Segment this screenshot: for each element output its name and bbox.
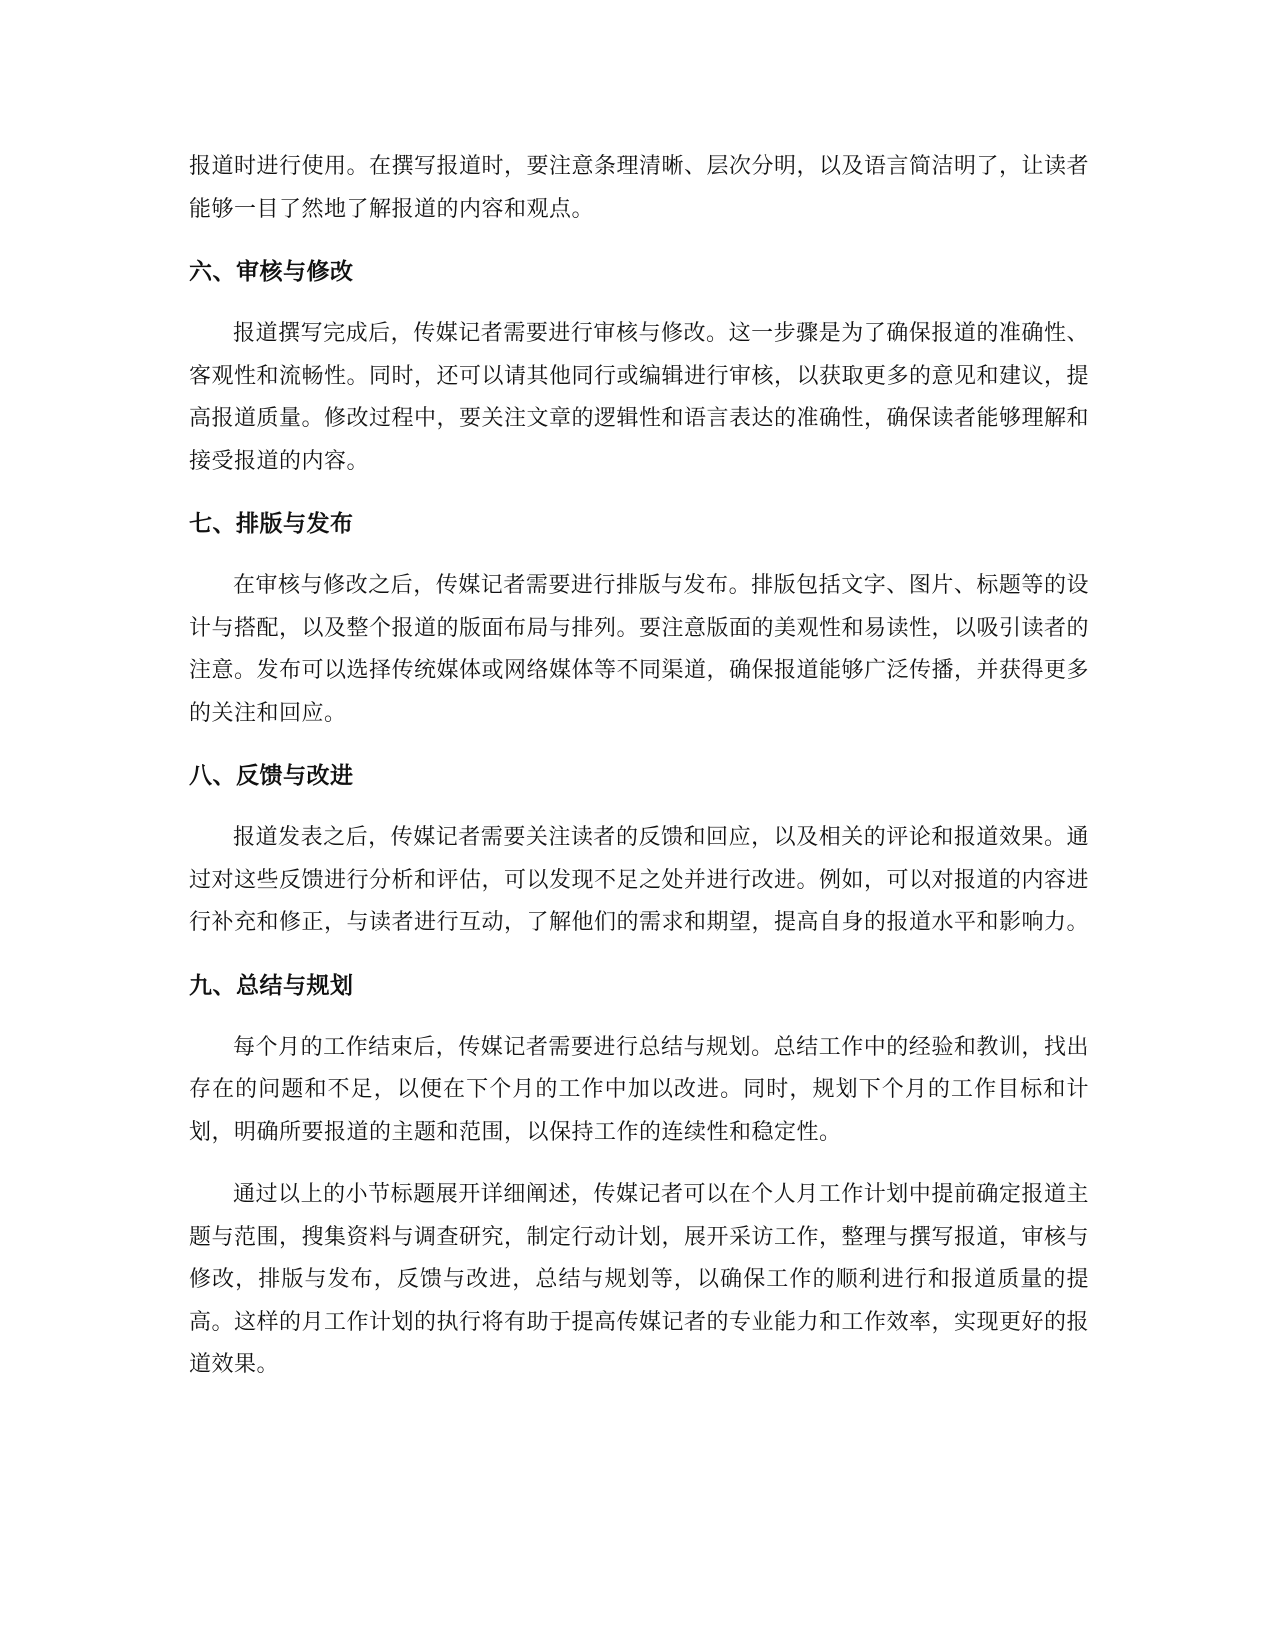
section-heading-review: 六、审核与修改: [189, 259, 354, 285]
section-body-feedback: 报道发表之后，传媒记者需要关注读者的反馈和回应，以及相关的评论和报道效果。通过对这些反馈进行分析和评估，可以发现不足之处并进行改进。例如，可以对报道的内容进行补充和修正，与读者进行互动，了解他们的需求和期望，提高自身的报道水平和影响力。: [189, 825, 1090, 935]
document-body: [189, 146, 1089, 1387]
section-body-summary-plan: 每个月的工作结束后，传媒记者需要进行总结与规划。总结工作中的经验和教训，找出存在的问题和不足，以便在下个月的工作中加以改进。同时，规划下个月的工作目标和计划，明确所要报道的主题和范围，以保持工作的连续性和稳定性。: [189, 1034, 1089, 1145]
section-body-layout-publish: 在审核与修改之后，传媒记者需要进行排版与发布。排版包括文字、图片、标题等的设计与搭配，以及整个报道的版面布局与排列。要注意版面的美观性和易读性，以吸引读者的注意。发布可以选择传统媒体或网络媒体等不同渠道，确保报道能够广泛传播，并获得更多的关注和回应。: [189, 573, 1090, 726]
closing-paragraph: 通过以上的小节标题展开详细阐述，传媒记者可以在个人月工作计划中提前确定报道主题与范围，搜集资料与调查研究，制定行动计划，展开采访工作，整理与撰写报道，审核与修改，排版与发布，反馈与改进，总结与规划等，以确保工作的顺利进行和报道质量的提高。这样的月工作计划的执行将有助于提高传媒记者的专业能力和工作效率，实现更好的报道效果。: [189, 1182, 1090, 1377]
section-heading-layout-publish: 七、排版与发布: [189, 511, 354, 537]
section-heading-feedback: 八、反馈与改进: [189, 763, 354, 789]
section-body-review: 报道撰写完成后，传媒记者需要进行审核与修改。这一步骤是为了确保报道的准确性、客观性和流畅性。同时，还可以请其他同行或编辑进行审核，以获取更多的意见和建议，提高报道质量。修改过程中，要关注文章的逻辑性和语言表达的准确性，确保读者能够理解和接受报道的内容。: [189, 321, 1090, 474]
intro-paragraph: 报道时进行使用。在撰写报道时，要注意条理清晰、层次分明，以及语言简洁明了，让读者能够一目了然地了解报道的内容和观点。: [189, 154, 1090, 222]
section-heading-summary-plan: 九、总结与规划: [189, 972, 354, 999]
